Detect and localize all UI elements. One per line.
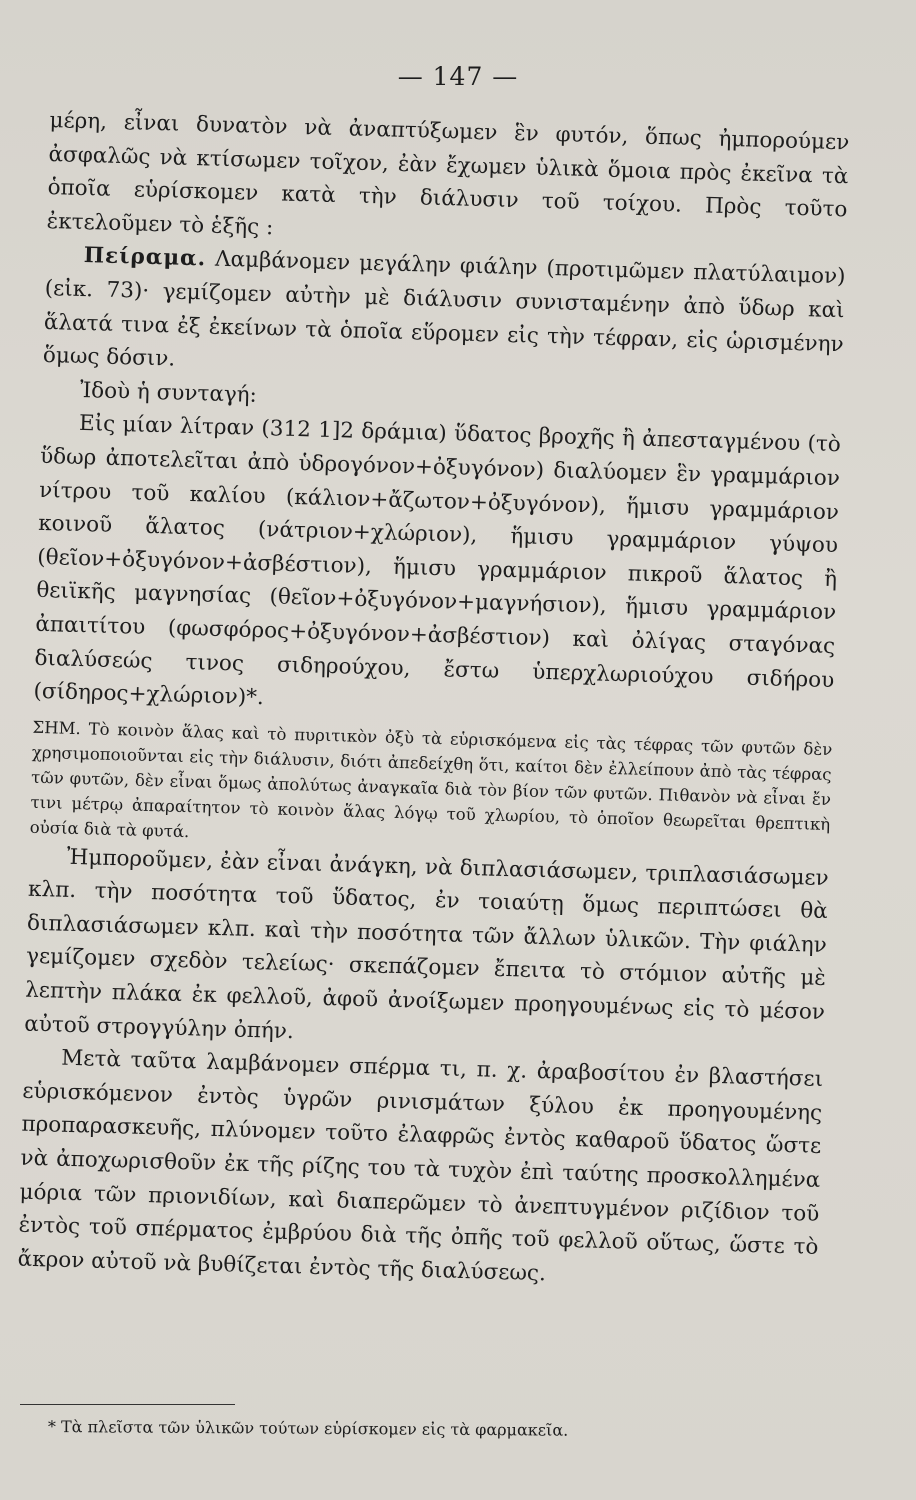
paragraph-intro: μέρη, εἶναι δυνατὸν νὰ ἀναπτύξωμεν ἓν φυτόν, ὅπως ἠμπορούμεν ἀσφαλῶς νὰ κτίσωμεν τοῖχον, ἐὰν ἔχωμεν ὑλικὰ ὅμοια πρὸς ἐκεῖνα τὰ ὁποῖα εὑρίσκομεν κατὰ τὴν διάλυσιν τοῦ τοίχου. Πρὸς τοῦτο ἐκτελοῦμεν τὸ ἑξῆς : xyxy=(46,107,850,241)
page-number: — 147 — xyxy=(397,62,519,91)
body-text xyxy=(17,104,849,1298)
paragraph-recipe-intro: Ἰδοὺ ἡ συνταγή: xyxy=(79,377,258,408)
paragraph-seed: Μετὰ ταῦτα λαμβάνομεν σπέρμα τι, π. χ. ἀραβοσίτου ἐν βλαστήσει εὑρισκόμενον ἐντὸς ὑγρῶν ρινισμάτων ξύλου ἐκ προηγουμένης προπαρασκευῆς, πλύνομεν τοῦτο ἐλαφρῶς ἐντὸς καθαροῦ ὕδατος ὥστε νὰ ἀποχωρισθοῦν ἐκ τῆς ρίζης του τὰ τυχὸν ἐπὶ ταύτης προσκολλημένα μόρια τῶν πριονιδίων, καὶ διαπερῶμεν τὸ ἀνεπτυγμένον ριζίδιον τοῦ ἐντὸς τοῦ σπέρματος ἐμβρύου διὰ τῆς ὀπῆς τοῦ φελλοῦ οὕτως, ὥστε τὸ ἄκρον αὐτοῦ νὰ βυθίζεται ἐντὸς τῆς διαλύσεως. xyxy=(17,1045,824,1287)
paragraph-recipe: Εἰς μίαν λίτραν (312 1]2 δράμια) ὕδατος βροχῆς ἢ ἀπεσταγμένου (τὸ ὕδωρ ἀποτελεῖται ἀπὸ ὑδρογόνον+ὀξυγόνον) διαλύομεν ἓν γραμμάριον νίτρου τοῦ καλίου (κάλιον+ἄζωτον+ὀξυγόνον), ἥμισυ γραμμάριον κοινοῦ ἅλατος (νάτριον+χλώριον), ἥμισυ γραμμάριον γύψου (θεῖον+ὀξυγόνον+ἀσβέστιον), ἥμισυ γραμμάριον πικροῦ ἅλατος ἢ θειϊκῆς μαγνησίας (θεῖον+ὀξυγόνον+μαγνήσιον), ἥμισυ γραμμάριον ἀπαιτίτου (φωσφόρος+ὀξυγόνον+ἀσβέστιον) καὶ ὀλίγας σταγόνας διαλύσεώς τινος σιδηρούχου, ἔστω ὑπερχλωριούχου σιδήρου (σίδηρος+χλώριον)*. xyxy=(33,411,842,711)
paragraph-experiment xyxy=(42,238,845,395)
note-paragraph: ΣΗΜ. Τὸ κοινὸν ἅλας καὶ τὸ πυριτικὸν ὀξὺ τὰ εὑρισκόμενα εἰς τὰς τέφρας τῶν φυτῶν δὲν χρησιμοποιοῦνται εἰς τὴν διάλυσιν, διότι ἀπεδείχθη ὅτι, καίτοι δὲν ἐλλείπουν ἀπὸ τὰς τέφρας τῶν φυτῶν, δὲν εἶναι ὅμως ἀπολύτως ἀναγκαῖα διὰ τὸν βίον τῶν φυτῶν. Πιθανὸν νὰ εἶναι ἔν τινι μέτρῳ ἀπαραίτητον τὸ κοινὸν ἅλας λόγῳ τοῦ χλωρίου, τὸ ὁποῖον θεωρεῖται θρεπτικὴ οὐσία διὰ τὰ φυτά. xyxy=(29,717,833,841)
footnote-divider xyxy=(20,1404,235,1405)
footnote: * Τὰ πλεῖστα τῶν ὑλικῶν τούτων εὑρίσκομεν εἰς τὰ φαρμακεῖα. xyxy=(47,1417,569,1440)
experiment-text: Λαμβάνομεν μεγάλην φιάλην (προτιμῶμεν πλατύλαιμον) (εἰκ. 73)· γεμίζομεν αὐτὴν μὲ διάλυσιν συνισταμένην ἀπὸ ὕδωρ καὶ ἅλατά τινα ἐξ ἐκείνων τὰ ὁποῖα εὕρομεν εἰς τὴν τέφραν, εἰς ὡρισμένην ὅμως δόσιν. xyxy=(42,247,846,372)
experiment-heading: Πείραμα. xyxy=(83,243,207,272)
paragraph-quantities: Ἠμποροῦμεν, ἐὰν εἶναι ἀνάγκη, νὰ διπλασιάσωμεν, τριπλασιάσωμεν κλπ. τὴν ποσότητα τοῦ ὕδατος, ἐν τοιαύτῃ ὅμως περιπτώσει θὰ διπλασιάσωμεν κλπ. καὶ τὴν ποσότητα τῶν ἄλλων ὑλικῶν. Τὴν φιάλην γεμίζομεν σχεδὸν τελείως· σκεπάζομεν ἔπειτα τὸ στόμιον αὐτῆς μὲ λεπτὴν πλάκα ἐκ φελλοῦ, ἀφοῦ ἀνοίξωμεν προηγουμένως εἰς τὸ μέσον αὐτοῦ στρογγύλην ὀπήν. xyxy=(23,844,830,1044)
